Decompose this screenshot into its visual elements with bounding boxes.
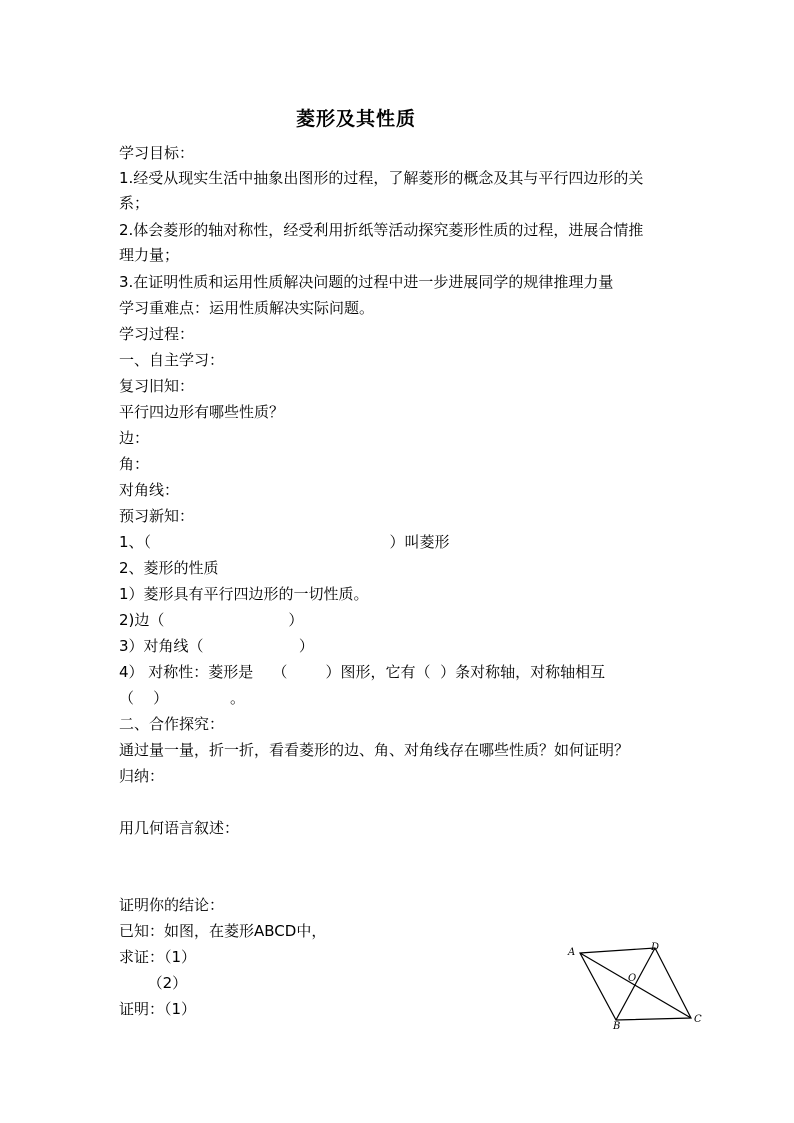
- given-statement: 已知：如图，在菱形ABCD中，: [119, 922, 327, 940]
- page-title: 菱形及其性质: [295, 108, 416, 130]
- diagonals-prompt: 对角线：: [119, 481, 180, 499]
- section-2-heading: 二、合作探究：: [119, 715, 225, 733]
- vertex-label-d: D: [651, 942, 660, 953]
- property-1: 1）菱形具有平行四边形的一切性质。: [119, 585, 369, 603]
- objective-3: 3.在证明性质和运用性质解决问题的过程中进一步进展同学的规律推理力量: [119, 273, 614, 291]
- summary-heading: 归纳：: [119, 767, 165, 785]
- property-symmetry: 4） 对称性：菱形是 （ ）图形，它有（ ）条对称轴，对称轴相互: [119, 663, 606, 681]
- review-question: 平行四边形有哪些性质？: [119, 403, 285, 421]
- preview-heading: 预习新知：: [119, 507, 195, 525]
- to-prove-2: （2）: [119, 974, 188, 992]
- objective-1-cont: 系；: [119, 194, 150, 212]
- geometric-language-prompt: 用几何语言叙述：: [119, 819, 240, 837]
- objective-2: 2.体会菱形的轴对称性，经受利用折纸等活动探究菱形性质的过程，进展合情推: [119, 221, 644, 239]
- property-sides-blank: 2)边（ ）: [119, 611, 304, 629]
- definition-blank: 1、（ ）叫菱形: [119, 533, 450, 551]
- diagonal-bd: [616, 948, 655, 1020]
- properties-heading: 2、菱形的性质: [119, 559, 219, 577]
- sides-prompt: 边：: [119, 429, 150, 447]
- objectives-heading: 学习目标：: [119, 144, 195, 162]
- objective-1: 1.经受从现实生活中抽象出图形的过程，了解菱形的概念及其与平行四边形的关: [119, 169, 644, 187]
- to-prove-1: 求证：（1）: [119, 948, 197, 966]
- section-1-heading: 一、自主学习：: [119, 351, 225, 369]
- vertex-label-c: C: [694, 1014, 702, 1025]
- proof-1: 证明：（1）: [119, 1000, 197, 1018]
- property-symmetry-cont: （ ） 。: [119, 689, 246, 707]
- key-points: 学习重难点：运用性质解决实际问题。: [119, 299, 375, 317]
- angles-prompt: 角：: [119, 455, 150, 473]
- review-heading: 复习旧知：: [119, 377, 195, 395]
- rhombus-figure: [565, 938, 705, 1032]
- process-heading: 学习过程：: [119, 325, 195, 343]
- explore-question: 通过量一量，折一折，看看菱形的边、角、对角线存在哪些性质？如何证明？: [119, 741, 630, 759]
- property-diagonals-blank: 3）对角线（ ）: [119, 637, 314, 655]
- prove-heading: 证明你的结论：: [119, 896, 225, 914]
- center-label-o: O: [628, 973, 637, 984]
- vertex-label-b: B: [613, 1021, 621, 1032]
- rhombus-diagram: [565, 938, 705, 1032]
- vertex-label-a: A: [568, 947, 576, 958]
- objective-2-cont: 理力量；: [119, 246, 180, 264]
